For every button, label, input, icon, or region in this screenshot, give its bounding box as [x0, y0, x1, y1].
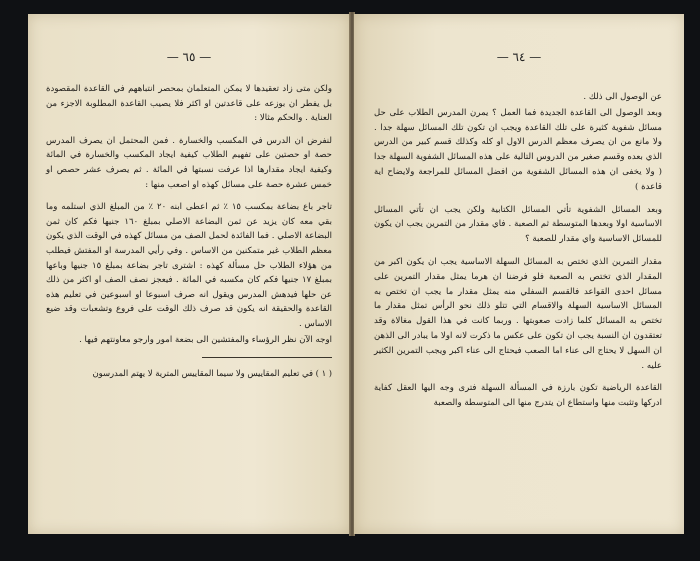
paragraph: ولكن متى زاد تعقيدها لا يمكن المتعلمان بمحصر انتباههم في القاعدة المقصودة بل يفطر ان بوزعه على قاعدتين او اكثر فلا يصيب القاعدة المطلوبة الاجزء من العناية . والحكم مثالا :	[46, 84, 332, 124]
paragraph: اوجه الآن نظر الرؤساء والمفتشين الى بضعة امور وارجو معاونتهم فيها .	[79, 334, 332, 345]
left-page-body	[46, 82, 332, 382]
right-page	[354, 14, 684, 534]
left-page	[28, 14, 350, 534]
page-number-right: — ٦٤ —	[496, 50, 542, 64]
footnote: ( ١ ) في تعليم المقاييس ولا سيما المقاييس المترية لا يهتم المدرسون	[92, 368, 332, 379]
paragraph: مقدار التمرين الذي تختص به المسائل السهلة الاساسية يجب ان يكون اكبر من المقدار الذي تختص به الصعبة فلو فرضنا ان هرما يمثل مقدار التمرين على مسائل احدى القواعد فالقسم السفلي منه يمثل مقدار ما يجب ان تختص به المسائل الاساسية السهلة والاقسام التي تتلو ذلك نحو الرأس تمثل مقدار ما تختص به المسائل كلما زادت صعوبتها . وربما كانت في هذا القول مغالاة وقد تعتقدون ان النسبة يجب ان تكون على عكس ما ذكرت لانه اولا ما يبادر الى الذهن ان السهل لا يحتاج الى عناء اما الصعب فيحتاج الى عناء اكبر ويجب التمرين الكثير عليه .	[374, 256, 662, 371]
paragraph: وبعد الوصول الى القاعدة الجديدة فما العمل ؟ يمرن المدرس الطلاب على حل مسائل شفوية كثيرة على تلك القاعدة ويجب ان تكون تلك المسائل سهلة جدا . ولا مانع من ان يصرف معظم الدرس الاول او كله وكذلك قسم كبير من الدرس الذي بعده وقسم صغير من الدروس التالية على هذه المسائل الشفوية السهلة جدا ( ولا يخفى ان هذه المسائل الشفوية من افضل المسائل للمراجعة ولايضاح اية قاعدة )	[374, 107, 662, 192]
paragraph: لنفرض ان الدرس في المكسب والخسارة . فمن المحتمل ان يصرف المدرس حصة او حصتين على تفهيم الطلاب كيفية ايجاد المكسب والخسارة في المائة وكيفية ايجاد مقدارها اذا عرفت نسبتها في المائة . ثم يصرف عشر حصص او خمس عشرة حصة على مسائل كهذه او اصعب منها :	[46, 135, 332, 190]
page-number-left: — ٦٥ —	[166, 50, 212, 64]
footnote-divider	[202, 357, 332, 358]
paragraph: عن الوصول الى ذلك .	[583, 92, 662, 102]
paragraph: القاعدة الرياضية تكون بارزة في المسألة السهلة فترى وجه اليها العقل كفاية ادركها وتثبت منها واستطاع ان يتدرج منها الى المتوسطة والصعبة	[374, 383, 662, 409]
right-page-body	[374, 90, 662, 412]
paragraph: تاجر باع بضاعة بمكسب ١٥ ٪ ثم اعطى ابنه ٢٠ ٪ من المبلغ الذي استلمه وما بقي معه كان يزيد عن ثمن البضاعة الاصلي بمبلغ ١٦٠ جنيها فكم كان ثمن البضاعة الاصلي . فما الفائدة لحمل الصف من مسائل كهذه في الوقت الذي يكون معظم الطلاب غير متمكنين من الاساس . وفي رأيي المدرسة او المفتش فيطلب من هؤلاء الطلاب حل مسألة كهذه : اشترى تاجر بضاعة بمبلغ ١٥ جنيها وباعها بمبلغ ١٧ جنيها فكم كان مكسبه في المائة . فيعجز نصف الصف او اكثر من ذلك عن حلها فيدهش المدرس ويقول انه صرف اسبوعا او اسبوعين في تعليم هذه القاعدة والحقيقة انه يكون قد صرف ذلك الوقت على فروع وتشعبات وقد ضيع الاساس .	[46, 202, 332, 329]
paragraph: وبعد المسائل الشفوية تأتي المسائل الكتابية ولكن يجب ان تأتي المسائل الاساسية اولا وبعدها المتوسطة ثم الصعبة . فاي مقدار من التمرين يجب ان يكون للمسائل الاساسية واي مقدار للصعبة ؟	[374, 204, 662, 245]
